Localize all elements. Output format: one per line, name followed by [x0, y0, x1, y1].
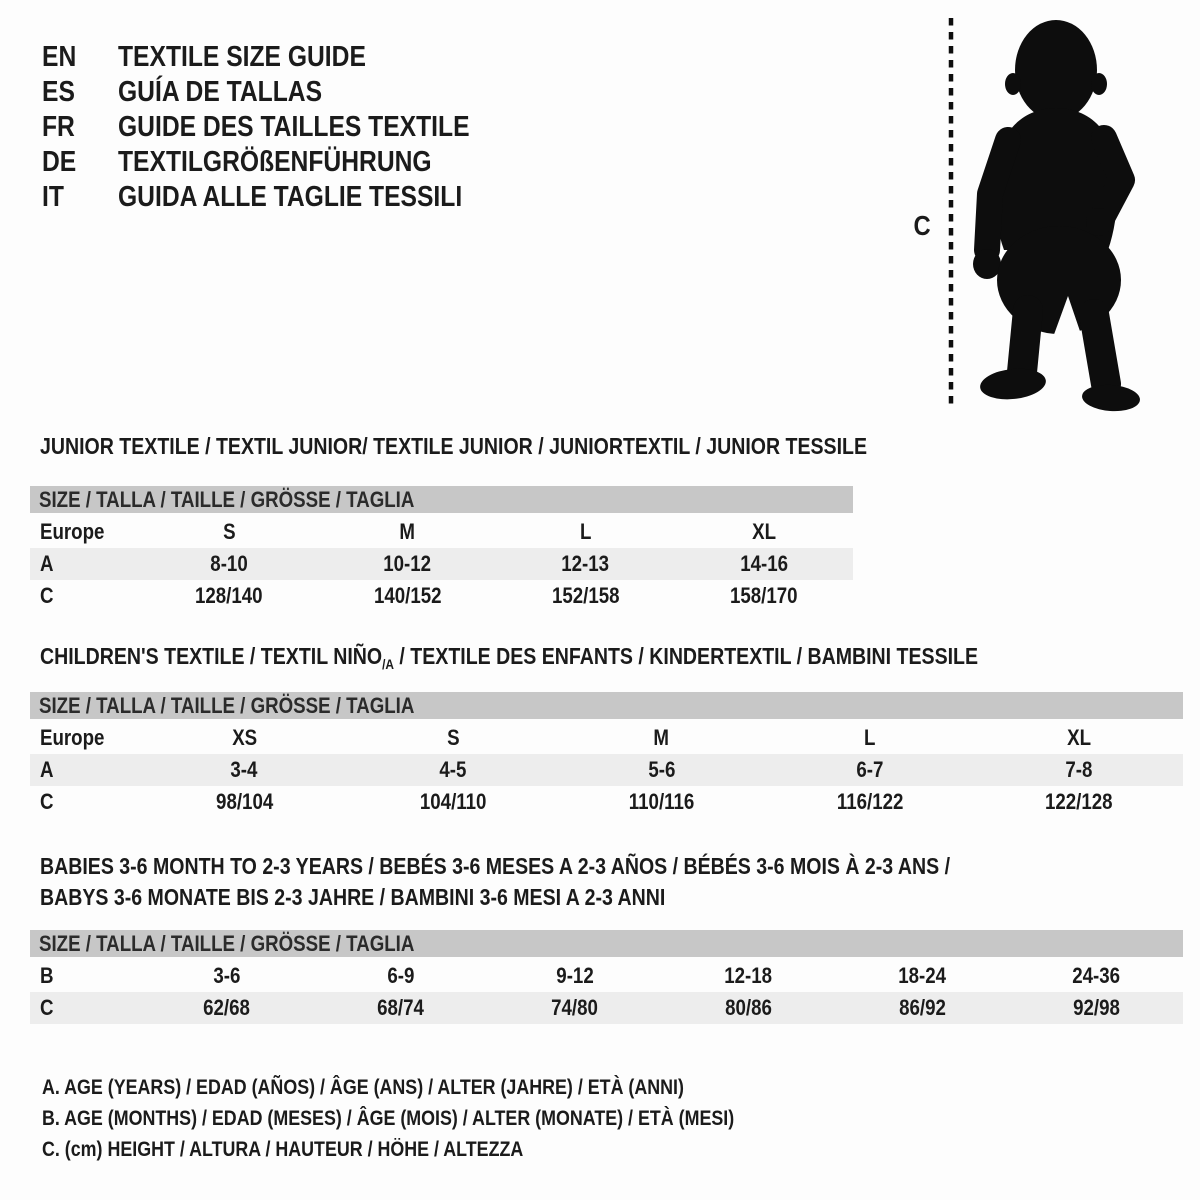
- language-code: IT: [42, 181, 64, 213]
- legend-footnotes: [42, 1072, 856, 1165]
- junior-row-europe: Europe S M L XL: [40, 519, 776, 544]
- language-code: DE: [42, 146, 77, 178]
- babies-size-table: [30, 930, 1183, 1024]
- language-code: ES: [42, 76, 75, 108]
- babies-section-title-line1: BABIES 3-6 MONTH TO 2-3 YEARS / BEBÉS 3-6 MESES A 2-3 AÑOS / BÉBÉS 3-6 MOIS À 2-3 ANS /: [40, 853, 951, 879]
- babies-row-height: C 62/68 68/74 74/80 80/86 86/92 92/98: [30, 992, 1183, 1024]
- children-table-header-bar: SIZE / TALLA / TAILLE / GRÖSSE / TAGLIA: [30, 692, 1183, 719]
- junior-section-title: JUNIOR TEXTILE / TEXTIL JUNIOR/ TEXTILE JUNIOR / JUNIORTEXTIL / JUNIOR TESSILE: [40, 433, 868, 459]
- children-row-height: C 98/104 104/110 110/116 116/122 122/128: [40, 789, 1113, 814]
- language-row-fr: [42, 110, 532, 145]
- babies-row-months: B 3-6 6-9 9-12 12-18 18-24 24-36: [40, 963, 1120, 988]
- language-code: FR: [42, 111, 75, 143]
- guide-title-es: GUÍA DE TALLAS: [118, 76, 323, 108]
- babies-section-title-line2: BABYS 3-6 MONATE BIS 2-3 JAHRE / BAMBINI 3-6 MESI A 2-3 ANNI: [40, 884, 666, 910]
- guide-title-fr: GUIDE DES TAILLES TEXTILE: [118, 111, 470, 143]
- language-row-de: [42, 145, 532, 180]
- children-row-age: A 3-4 4-5 5-6 6-7 7-8: [30, 754, 1183, 786]
- language-row-en: [42, 40, 532, 75]
- footnote-age-months: B. AGE (MONTHS) / EDAD (MESES) / ÂGE (MOIS) / ALTER (MONATE) / ETÀ (MESI): [42, 1106, 735, 1130]
- language-title-block: [42, 40, 532, 215]
- children-row-europe: Europe XS S M L XL: [40, 725, 1091, 750]
- footnote-height-cm: C. (cm) HEIGHT / ALTURA / HAUTEUR / HÖHE / ALTEZZA: [42, 1137, 524, 1161]
- height-measure-dashed-line: [946, 14, 956, 414]
- language-code: EN: [42, 41, 77, 73]
- language-row-es: [42, 75, 532, 110]
- height-measure-label: C: [913, 210, 931, 241]
- language-row-it: [42, 180, 532, 215]
- guide-title-de: TEXTILGRÖßENFÜHRUNG: [118, 146, 432, 178]
- junior-size-table: [30, 486, 853, 612]
- junior-table-header-bar: SIZE / TALLA / TAILLE / GRÖSSE / TAGLIA: [30, 486, 853, 513]
- junior-row-height: C 128/140 140/152 152/158 158/170: [40, 583, 798, 608]
- toddler-silhouette-icon: [956, 12, 1146, 412]
- footnote-age-years: A. AGE (YEARS) / EDAD (AÑOS) / ÂGE (ANS) / ALTER (JAHRE) / ETÀ (ANNI): [42, 1075, 684, 1099]
- guide-title-it: GUIDA ALLE TAGLIE TESSILI: [118, 181, 463, 213]
- children-size-table: [30, 692, 1183, 818]
- guide-title-en: TEXTILE SIZE GUIDE: [118, 41, 366, 73]
- junior-row-age: A 8-10 10-12 12-13 14-16: [30, 548, 853, 580]
- children-section-title: CHILDREN'S TEXTILE / TEXTIL $NIÑO_{/A}$ / TEXTILE DES ENFANTS / KINDERTEXTIL / BAMBINI TESSILE: [40, 643, 979, 672]
- babies-table-header-bar: SIZE / TALLA / TAILLE / GRÖSSE / TAGLIA: [30, 930, 1183, 957]
